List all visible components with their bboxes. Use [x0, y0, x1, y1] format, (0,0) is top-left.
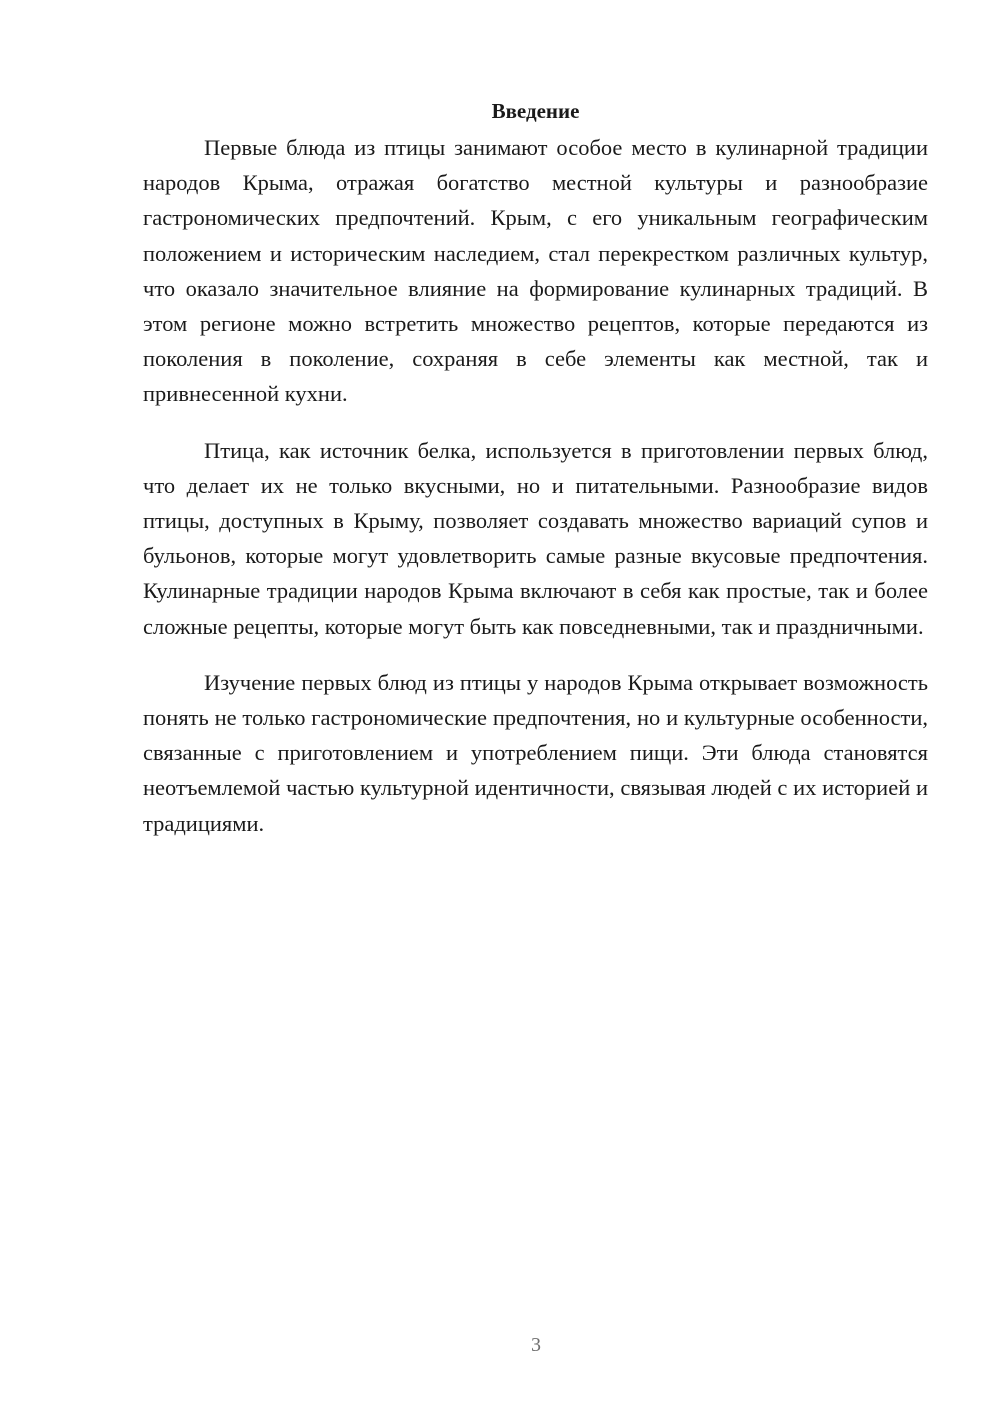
paragraph-3: Изучение первых блюд из птицы у народов Крыма открывает возможность понять не только гастрономические предпочтения, но и культурные особенности, связанные с приготовлением и употреблением пищи. Эти блюда становятся неотъемлемой частью культурной идентичности, связывая людей с их историей и традициями.	[143, 669, 928, 836]
page-number: 3	[531, 1334, 541, 1356]
page-content	[143, 96, 928, 862]
paragraph-1: Первые блюда из птицы занимают особое место в кулинарной традиции народов Крыма, отражая богатство местной культуры и разнообразие гастрономических предпочтений. Крым, с его уникальным географическим положением и историческим наследием, стал перекрестком различных культур, что оказало значительное влияние на формирование кулинарных традиций. В этом регионе можно встретить множество рецептов, которые передаются из поколения в поколение, сохраняя в себе элементы как местной, так и привнесенной кухни.	[143, 135, 928, 407]
paragraph-2: Птица, как источник белка, используется в приготовлении первых блюд, что делает их не только вкусными, но и питательными. Разнообразие видов птицы, доступных в Крыму, позволяет создавать множество вариаций супов и бульонов, которые могут удовлетворить самые разные вкусовые предпочтения. Кулинарные традиции народов Крыма включают в себя как простые, так и более сложные рецепты, которые могут быть как повседневными, так и праздничными.	[143, 437, 928, 639]
section-title: Введение	[491, 99, 580, 123]
